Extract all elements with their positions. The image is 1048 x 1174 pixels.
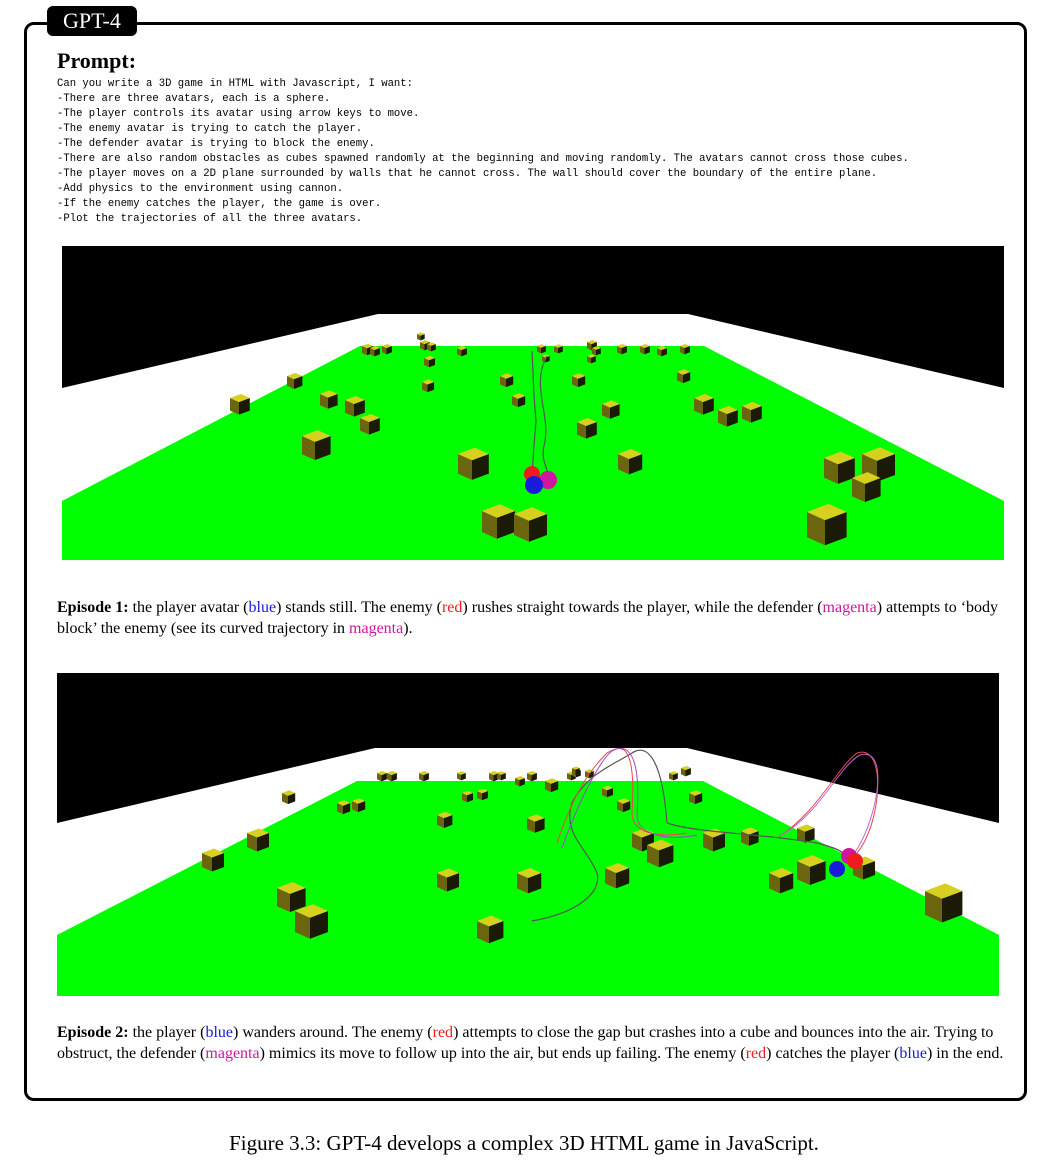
prompt-line: -There are also random obstacles as cubes spawned randomly at the beginning and moving randomly. The avatars cannot cross those cubes. xyxy=(57,153,909,165)
caption-text: ) catches the player ( xyxy=(766,1045,900,1062)
prompt-text xyxy=(57,77,1017,227)
caption-word-magenta: magenta xyxy=(822,599,877,616)
episode2-scene xyxy=(57,673,999,996)
prompt-title: Prompt: xyxy=(57,48,137,73)
caption-word-magenta: magenta xyxy=(205,1045,260,1062)
caption-text: ). xyxy=(403,620,413,637)
caption-word-blue: blue xyxy=(205,1024,233,1041)
caption-text: ) mimics its move to follow up into the air, but ends up failing. The enemy ( xyxy=(259,1045,746,1062)
prompt-line: -If the enemy catches the player, the game is over. xyxy=(57,198,382,210)
caption-text: ) stands still. The enemy ( xyxy=(276,599,442,616)
episode1-label: Episode 1: xyxy=(57,599,129,616)
caption-text: ) rushes straight towards the player, while the defender ( xyxy=(462,599,823,616)
prompt-line: -There are three avatars, each is a sphere. xyxy=(57,93,331,105)
caption-word-magenta: magenta xyxy=(349,620,404,637)
episode2-label: Episode 2: xyxy=(57,1024,129,1041)
player-avatar xyxy=(829,861,845,877)
caption-word-red: red xyxy=(745,1045,767,1062)
enemy-avatar xyxy=(847,853,863,869)
player-avatar xyxy=(525,476,543,494)
caption-text: ) attempts to close the gap but crashes into a cube and bounces into the air. Trying to obstruct, the defender ( xyxy=(57,1024,994,1062)
prompt-line: -The enemy avatar is trying to catch the player. xyxy=(57,123,363,135)
episode2-caption xyxy=(57,1022,1007,1064)
figure-caption: Figure 3.3: GPT-4 develops a complex 3D HTML game in JavaScript. xyxy=(229,1131,819,1155)
caption-text: ) wanders around. The enemy ( xyxy=(232,1024,433,1041)
caption-text: the player ( xyxy=(128,1024,206,1041)
caption-text: the player avatar ( xyxy=(128,599,249,616)
caption-text: ) in the end. xyxy=(926,1045,1004,1062)
model-tag: GPT-4 xyxy=(47,6,137,36)
episode1-caption xyxy=(57,597,1007,639)
prompt-line: -The defender avatar is trying to block the enemy. xyxy=(57,138,375,150)
caption-word-red: red xyxy=(441,599,463,616)
prompt-line: -Plot the trajectories of all the three avatars. xyxy=(57,213,363,225)
prompt-line: -The player controls its avatar using arrow keys to move. xyxy=(57,108,420,120)
caption-word-blue: blue xyxy=(248,599,277,616)
prompt-line: Can you write a 3D game in HTML with Javascript, I want: xyxy=(57,78,414,90)
prompt-line: -Add physics to the environment using cannon. xyxy=(57,183,344,195)
caption-text: ) attempts to ‘body block’ the enemy (see its curved trajectory in xyxy=(57,599,999,637)
caption-word-blue: blue xyxy=(899,1045,927,1062)
episode1-scene xyxy=(62,246,1004,560)
prompt-line: -The player moves on a 2D plane surrounded by walls that he cannot cross. The wall should cover the boundary of the entire plane. xyxy=(57,168,878,180)
caption-word-red: red xyxy=(432,1024,454,1041)
